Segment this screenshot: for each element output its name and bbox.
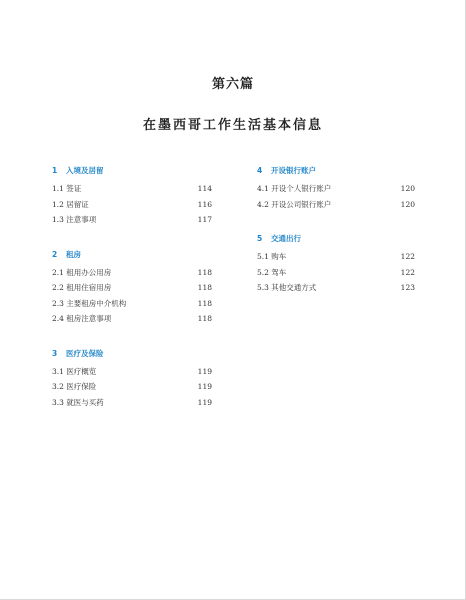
section-number: 3 [52, 348, 58, 358]
toc-entry-page: 119 [197, 382, 212, 391]
toc-entry[interactable] [52, 197, 212, 213]
toc-entry-page: 120 [400, 184, 415, 193]
toc-entry-page: 118 [197, 283, 212, 292]
toc-entry-page: 120 [400, 199, 415, 209]
toc-section-heading[interactable] [52, 348, 212, 360]
toc-section-heading[interactable] [52, 249, 212, 261]
toc-section-heading[interactable] [257, 233, 415, 245]
toc-left-column [52, 165, 212, 431]
toc-entry-label: 5.2 驾车 [257, 267, 287, 277]
toc-entry[interactable] [52, 280, 212, 296]
toc-entry[interactable] [257, 280, 415, 296]
toc-section-4 [257, 165, 415, 212]
toc-section-heading[interactable] [52, 165, 212, 177]
section-number: 5 [257, 234, 263, 243]
toc-entry-label: 2.1 租用办公用房 [52, 267, 112, 277]
toc-entry[interactable] [52, 296, 212, 312]
toc-entry[interactable] [52, 181, 212, 197]
toc-entry-page: 116 [197, 199, 212, 209]
toc-entry[interactable] [52, 311, 212, 327]
section-title: 租房 [66, 249, 81, 259]
toc-entry-page: 123 [400, 283, 415, 292]
section-title: 医疗及保险 [66, 348, 104, 358]
toc-section-heading[interactable] [257, 165, 415, 177]
section-number: 1 [52, 166, 58, 175]
toc-entry-label: 2.2 租用住宿用房 [52, 283, 112, 292]
toc-entry-page: 119 [197, 366, 212, 376]
section-number: 4 [257, 166, 263, 175]
toc-section-2 [52, 249, 212, 327]
toc-entry-label: 4.2 开设公司银行账户 [257, 199, 332, 209]
toc-entry[interactable] [257, 181, 415, 197]
toc-entry-label: 2.4 租房注意事项 [52, 314, 112, 323]
toc-entry[interactable] [52, 379, 212, 395]
toc-right-column [257, 165, 415, 317]
toc-entry-label: 5.1 购车 [257, 252, 287, 261]
section-title: 交通出行 [271, 234, 301, 243]
toc-entry-label: 5.3 其他交通方式 [257, 283, 317, 292]
toc-entry-label: 4.1 开设个人银行账户 [257, 184, 332, 193]
toc-entry-label: 2.3 主要租房中介机构 [52, 298, 127, 308]
toc-entry-page: 122 [400, 267, 415, 277]
toc-entry[interactable] [52, 265, 212, 281]
toc-entry[interactable] [257, 249, 415, 265]
toc-entry[interactable] [52, 212, 212, 228]
toc-entry[interactable] [52, 395, 212, 411]
toc-entry-page: 114 [197, 184, 212, 193]
toc-entry-page: 118 [197, 314, 212, 323]
page-title: 在墨西哥工作生活基本信息 [142, 118, 323, 133]
toc-entry-label: 3.3 就医与买药 [52, 397, 104, 407]
section-title: 开设银行账户 [271, 166, 316, 175]
toc-section-5 [257, 233, 415, 296]
toc-entry-label: 1.2 居留证 [52, 199, 89, 209]
toc-section-3 [52, 348, 212, 411]
toc-entry-page: 118 [197, 267, 212, 277]
toc-entry-label: 1.1 签证 [52, 184, 82, 193]
section-number: 2 [52, 249, 58, 259]
toc-entry-page: 118 [197, 298, 212, 308]
toc-entry-label: 1.3 注意事项 [52, 215, 97, 224]
toc-entry-page: 119 [197, 397, 212, 407]
toc-entry-label: 3.2 医疗保险 [52, 382, 97, 391]
toc-entry-label: 3.1 医疗概览 [52, 366, 97, 376]
toc-entry[interactable] [257, 197, 415, 213]
toc-section-1 [52, 165, 212, 228]
section-title: 入境及居留 [66, 166, 104, 175]
toc-entry[interactable] [52, 364, 212, 380]
toc-entry-page: 117 [197, 215, 212, 224]
toc-entry-page: 122 [400, 252, 415, 261]
part-title: 第六篇 [211, 77, 254, 92]
toc-entry[interactable] [257, 265, 415, 281]
